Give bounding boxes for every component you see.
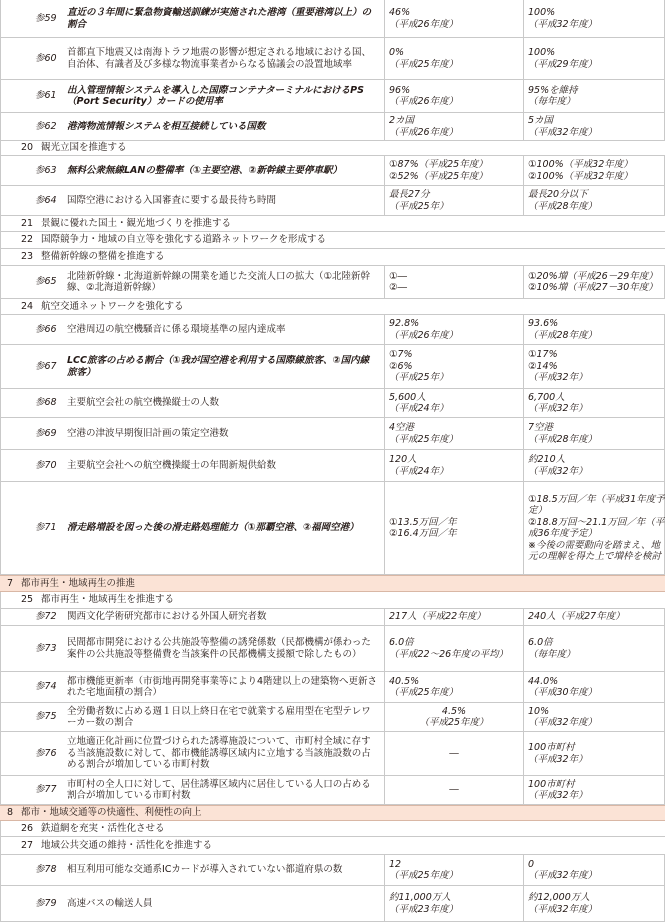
target-value [523, 113, 665, 140]
current-value [384, 776, 523, 804]
current-value [384, 113, 523, 140]
indicator-name-text: 立地適正化計画に位置づけられた誘導施設について、市町村全域に存する当該施設数に対して、都市機能誘導区域内に立地する当該施設数の占める割合が増加している市町村数 [67, 736, 371, 771]
target-value [523, 609, 665, 625]
indicator-row [0, 186, 665, 216]
subheading-row [0, 216, 665, 232]
subheading-label: 地域公共交通の維持・活性化を推進する [41, 839, 213, 851]
section-label: 都市・地域交通等の快適性、利便性の向上 [21, 807, 202, 819]
indicator-ref: 参74 [35, 681, 57, 693]
subheading-row [0, 249, 665, 266]
indicator-name [67, 345, 384, 388]
indicator-name-text: 空港周辺の航空機騒音に係る環境基準の屋内達成率 [67, 323, 286, 335]
indicator-name [67, 113, 384, 140]
current-value-text: 4空港 （平成25年度） [389, 422, 459, 445]
indicator-name [67, 389, 384, 417]
target-value-text: 約12,000万人 （平成32年度） [528, 892, 598, 915]
subheading-number: 20 [21, 142, 34, 154]
indicator-row [0, 703, 665, 732]
indicator-ref: 参70 [35, 459, 57, 471]
indicator-ref: 参59 [35, 12, 57, 24]
subheading-row [0, 232, 665, 249]
current-value [384, 450, 523, 481]
target-value [523, 418, 665, 449]
target-value-text: 100市町村 （平成32年） [528, 742, 588, 765]
indicator-ref: 参60 [35, 52, 57, 64]
indicator-name-text: 出入管理情報システムを導入した国際コンテナターミナルにおけるPS（Port Security）カードの使用率 [67, 84, 364, 107]
current-value-text: 5,600人 （平成24年） [389, 391, 449, 414]
target-value-text: 最長20分以下 （平成28年度） [528, 189, 598, 212]
target-value-text: 6,700人 （平成32年） [528, 391, 588, 414]
indicator-ref: 参67 [35, 360, 57, 372]
current-value-text: 40.5% （平成25年度） [389, 675, 459, 698]
indicator-name-text: 相互利用可能な交通系ICカードが導入されていない都道府県の数 [67, 864, 343, 876]
indicator-ref: 参76 [35, 747, 57, 759]
target-value-text: ①18.5万回／年（平成31年度予定） ②18.8万回～21.1万回／年（平成36年度予定） ※今後の需要動向を踏まえ、地元の理解を得た上で増枠を検討 [528, 493, 665, 562]
current-value-text: 120人 （平成24年） [389, 454, 449, 477]
indicator-row [0, 113, 665, 141]
current-value [384, 156, 523, 185]
target-value [523, 703, 665, 731]
current-value [384, 626, 523, 671]
current-value [384, 389, 523, 417]
indicator-name [67, 156, 384, 185]
current-value [384, 886, 523, 921]
target-value [523, 266, 665, 298]
target-value [523, 0, 665, 37]
indicator-name [67, 450, 384, 481]
subheading-label: 観光立国を推進する [41, 142, 127, 154]
current-value-text: 12 （平成25年度） [389, 858, 459, 881]
current-value-text: ①87%（平成25年度） ②52%（平成25年度） [389, 159, 488, 182]
subheading-label: 航空交通ネットワークを強化する [41, 300, 184, 312]
target-value [523, 156, 665, 185]
indicator-row [0, 389, 665, 418]
indicator-name-text: 滑走路増設を図った後の滑走路処理能力（①那覇空港、②福岡空港） [67, 522, 359, 534]
subheading-label: 都市再生・地域再生を推進する [41, 594, 175, 606]
current-value-text: ― [449, 784, 459, 796]
indicator-name-text: 都市機能更新率（市街地再開発事業等により4階建以上の建築物へ更新された宅地面積の割合） [67, 675, 378, 698]
subheading-number: 21 [21, 217, 34, 229]
indicator-ref: 参66 [35, 323, 57, 335]
target-value-text: 0 （平成32年度） [528, 858, 598, 881]
indicator-name [67, 732, 384, 775]
indicator-name [67, 266, 384, 298]
current-value-text: 2カ国 （平成26年度） [389, 115, 459, 138]
indicator-row [0, 315, 665, 345]
current-value-text: ①7% ②6% （平成25年） [389, 349, 449, 384]
current-value-text: 約11,000万人 （平成23年度） [389, 892, 459, 915]
subheading-row [0, 821, 665, 837]
current-value [384, 315, 523, 344]
current-value [384, 0, 523, 37]
target-value [523, 672, 665, 702]
subheading-label: 国際競争力・地域の自立等を強化する道路ネットワークを形成する [41, 234, 327, 246]
subheading-label: 整備新幹線の整備を推進する [41, 251, 165, 263]
indicator-ref: 参77 [35, 784, 57, 796]
current-value-text: 96% （平成26年度） [389, 84, 459, 107]
indicator-name-text: 関西文化学術研究都市における外国人研究者数 [67, 611, 267, 623]
section-row [0, 575, 665, 592]
subheading-number: 24 [21, 300, 34, 312]
indicator-row [0, 886, 665, 922]
current-value [384, 38, 523, 79]
indicator-name-text: LCC旅客の占める割合（①我が国空港を利用する国際線旅客、②国内線旅客） [67, 355, 370, 378]
current-value [384, 186, 523, 215]
indicator-name [67, 418, 384, 449]
subheading-number: 27 [21, 839, 34, 851]
current-value [384, 703, 523, 731]
indicator-ref: 参69 [35, 427, 57, 439]
current-value-text: ― [449, 747, 459, 759]
subheading-label: 鉄道網を充実・活性化させる [41, 822, 165, 834]
current-value [384, 732, 523, 775]
indicator-row [0, 0, 665, 38]
indicator-ref: 参65 [35, 276, 57, 288]
target-value [523, 855, 665, 885]
target-value-text: ①100%（平成32年度） ②100%（平成32年度） [528, 159, 633, 182]
indicator-ref: 参78 [35, 864, 57, 876]
indicator-ref: 参75 [35, 711, 57, 723]
indicator-ref: 参68 [35, 397, 57, 409]
indicator-name [67, 626, 384, 671]
indicator-name-text: 首都直下地震又は南海トラフ地震の影響が想定される地域における国、自治体、有識者及び多様な物流事業者からなる協議会の設置地域率 [67, 47, 372, 70]
target-value-text: 44.0% （平成30年度） [528, 675, 598, 698]
target-value-text: 7空港 （平成28年度） [528, 422, 598, 445]
indicator-row [0, 776, 665, 805]
target-value [523, 315, 665, 344]
indicator-name [67, 609, 384, 625]
indicator-name-text: 高速バスの輸送人員 [67, 897, 153, 909]
indicator-name-text: 主要航空会社への航空機操縦士の年間新規供給数 [67, 459, 277, 471]
current-value-text: 最長27分 （平成25年） [389, 189, 449, 212]
target-value [523, 389, 665, 417]
subheading-label: 景観に優れた国土・観光地づくりを推進する [41, 217, 232, 229]
indicator-name [67, 186, 384, 215]
indicator-row [0, 482, 665, 575]
target-value-text: 95%を維持 （毎年度） [528, 84, 578, 107]
indicator-row [0, 732, 665, 776]
current-value [384, 345, 523, 388]
target-value-text: 100% （平成32年度） [528, 7, 598, 30]
indicator-name-text: 市町村の全人口に対して、居住誘導区域内に居住している人口の占める割合が増加している市町村数 [67, 778, 371, 801]
current-value [384, 609, 523, 625]
indicator-name [67, 80, 384, 112]
current-value [384, 672, 523, 702]
subheading-number: 23 [21, 251, 34, 263]
subheading-row [0, 299, 665, 315]
indicator-name [67, 0, 384, 37]
target-value-text: ①17% ②14% （平成32年） [528, 349, 588, 384]
indicator-name-text: 主要航空会社の航空機操縦士の人数 [67, 397, 220, 409]
target-value [523, 626, 665, 671]
indicator-row [0, 345, 665, 389]
subheading-number: 22 [21, 234, 34, 246]
indicator-name-text: 空港の津波早期復旧計画の策定空港数 [67, 427, 229, 439]
indicator-name [67, 886, 384, 921]
target-value-text: 約210人 （平成32年） [528, 454, 588, 477]
indicator-row [0, 450, 665, 482]
indicator-name-text: 直近の３年間に緊急物資輸送訓練が実施された港湾（重要港湾以上）の割合 [67, 7, 372, 30]
indicator-row [0, 418, 665, 450]
target-value [523, 80, 665, 112]
indicator-ref: 参62 [35, 120, 57, 132]
subheading-row [0, 141, 665, 156]
indicator-name-text: 港湾物流情報システムを相互接続している国数 [67, 120, 266, 132]
target-value [523, 776, 665, 804]
section-number: 8 [7, 807, 14, 819]
current-value [384, 482, 523, 574]
target-value-text: 100% （平成29年度） [528, 47, 598, 70]
target-value [523, 186, 665, 215]
target-value [523, 732, 665, 775]
indicator-name [67, 776, 384, 804]
target-value-text: 240人（平成27年度） [528, 611, 625, 623]
indicator-name [67, 482, 384, 574]
target-value [523, 450, 665, 481]
target-value [523, 886, 665, 921]
target-value [523, 345, 665, 388]
section-row [0, 805, 665, 821]
indicator-ref: 参63 [35, 164, 57, 176]
indicator-ref: 参72 [35, 611, 57, 623]
subheading-row [0, 837, 665, 855]
indicator-ref: 参73 [35, 642, 57, 654]
indicator-row [0, 672, 665, 703]
target-value-text: ①20%増（平成26－29年度） ②10%増（平成27－30年度） [528, 270, 658, 293]
current-value [384, 855, 523, 885]
indicator-name-text: 民間都市開発における公共施設等整備の誘発係数（民都機構が係わった案件の公共施設等整備費を当該案件の民都機構支援額で除したもの） [67, 637, 371, 660]
indicator-name-text: 北陸新幹線・北海道新幹線の開業を通じた交流人口の拡大（①北陸新幹線、②北海道新幹線） [67, 270, 371, 293]
target-value-text: 6.0倍 （毎年度） [528, 637, 576, 660]
target-value-text: 100市町村 （平成32年） [528, 778, 588, 801]
current-value-text: 46% （平成26年度） [389, 7, 459, 30]
section-label: 都市再生・地域再生の推進 [21, 577, 136, 589]
indicator-name [67, 315, 384, 344]
indicator-ref: 参64 [35, 194, 57, 206]
subheading-row [0, 592, 665, 609]
indicator-name [67, 703, 384, 731]
indicator-row [0, 855, 665, 886]
indicator-row [0, 156, 665, 186]
indicator-name [67, 855, 384, 885]
current-value-text: 6.0倍 （平成22～26年度の平均） [389, 637, 509, 660]
indicator-name [67, 38, 384, 79]
current-value [384, 266, 523, 298]
subheading-number: 26 [21, 822, 34, 834]
current-value [384, 418, 523, 449]
target-value [523, 482, 665, 574]
current-value [384, 80, 523, 112]
indicator-row [0, 266, 665, 299]
current-value-text: ①― ②― [389, 270, 408, 293]
current-value-text: ①13.5万回／年 ②16.4万回／年 [389, 516, 457, 539]
target-value-text: 93.6% （平成28年度） [528, 318, 598, 341]
indicator-name [67, 672, 384, 702]
target-value [523, 38, 665, 79]
current-value-text: 92.8% （平成26年度） [389, 318, 459, 341]
indicator-ref: 参61 [35, 90, 57, 102]
current-value-text: 217人（平成22年度） [389, 611, 486, 623]
target-value-text: 10% （平成32年度） [528, 705, 598, 728]
indicator-name-text: 国際空港における入国審査に要する最長待ち時間 [67, 194, 277, 206]
indicator-row [0, 80, 665, 113]
indicator-ref: 参79 [35, 897, 57, 909]
indicator-row [0, 626, 665, 672]
indicator-name-text: 全労働者数に占める週１日以上終日在宅で就業する雇用型在宅型テレワーカー数の割合 [67, 705, 371, 728]
section-number: 7 [7, 577, 14, 589]
indicator-row [0, 38, 665, 80]
current-value-text: 4.5% （平成25年度） [419, 705, 489, 728]
subheading-number: 25 [21, 594, 34, 606]
target-value-text: 5カ国 （平成32年度） [528, 115, 598, 138]
current-value-text: 0% （平成25年度） [389, 47, 459, 70]
indicator-row [0, 609, 665, 626]
indicator-name-text: 無料公衆無線LANの整備率（①主要空港、②新幹線主要停車駅） [67, 164, 342, 176]
indicator-ref: 参71 [35, 522, 57, 534]
